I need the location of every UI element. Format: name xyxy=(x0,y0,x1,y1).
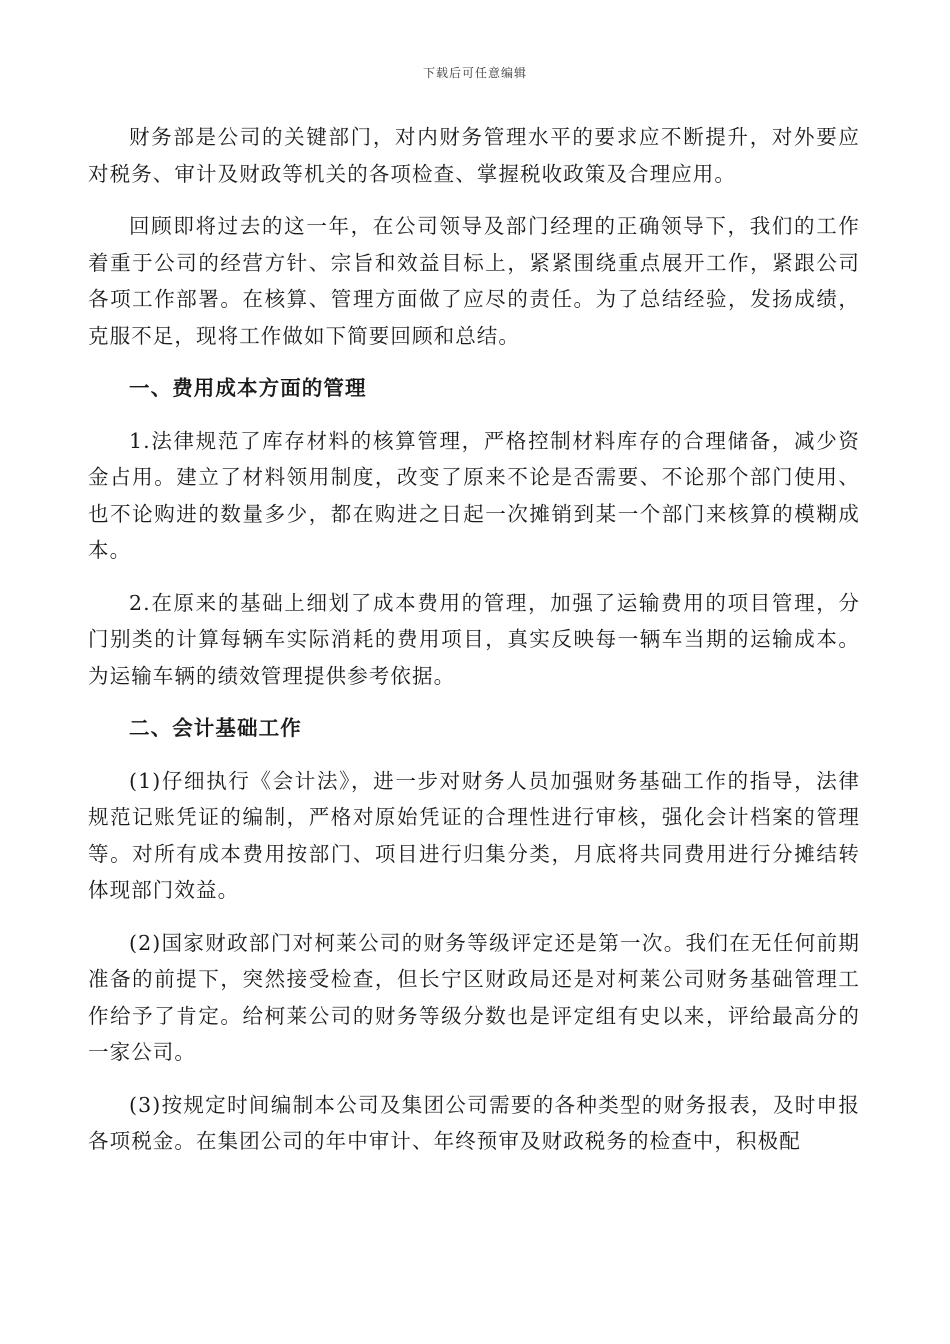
cost-item-2-paragraph: 2.在原来的基础上细划了成本费用的管理，加强了运输费用的项目管理，分门别类的计算每辆车实际消耗的费用项目，真实反映每一辆车当期的运输成本。为运输车辆的绩效管理提供参考依据。 xyxy=(88,590,860,688)
review-paragraph: 回顾即将过去的这一年，在公司领导及部门经理的正确领导下，我们的工作着重于公司的经营方针、宗旨和效益目标上，紧紧围绕重点展开工作，紧跟公司各项工作部署。在核算、管理方面做了应尽的责任。为了总结经验，发扬成绩，克服不足，现将工作做如下简要回顾和总结。 xyxy=(88,214,860,348)
cost-item-1-paragraph: 1.法律规范了库存材料的核算管理，严格控制材料库存的合理储备，减少资金占用。建立了材料领用制度，改变了原来不论是否需要、不论那个部门使用、也不论购进的数量多少，都在购进之日起一次摊销到某一个部门来核算的模糊成本。 xyxy=(88,428,860,562)
document-body xyxy=(88,119,860,1176)
section-heading-cost-management: 一、费用成本方面的管理 xyxy=(129,376,367,400)
accounting-item-1-paragraph: (1)仔细执行《会计法》，进一步对财务人员加强财务基础工作的指导，法律规范记账凭证的编制，严格对原始凭证的合理性进行审核，强化会计档案的管理等。对所有成本费用按部门、项目进行归集分类，月底将共同费用进行分摊结转体现部门效益。 xyxy=(88,768,860,902)
accounting-item-2-paragraph: (2)国家财政部门对柯莱公司的财务等级评定还是第一次。我们在无任何前期准备的前提下，突然接受检查，但长宁区财政局还是对柯莱公司财务基础管理工作给予了肯定。给柯莱公司的财务等级分数也是评定组有史以来，评给最高分的一家公司。 xyxy=(88,930,860,1064)
section-heading-accounting-basics: 二、会计基础工作 xyxy=(129,716,302,740)
intro-paragraph: 财务部是公司的关键部门，对内财务管理水平的要求应不断提升，对外要应对税务、审计及财政等机关的各项检查、掌握税收政策及合理应用。 xyxy=(88,125,860,186)
accounting-item-3-paragraph: (3)按规定时间编制本公司及集团公司需要的各种类型的财务报表，及时申报各项税金。在集团公司的年中审计、年终预审及财政税务的检查中，积极配 xyxy=(88,1092,860,1153)
page-header-note: 下载后可任意编辑 xyxy=(422,66,527,80)
